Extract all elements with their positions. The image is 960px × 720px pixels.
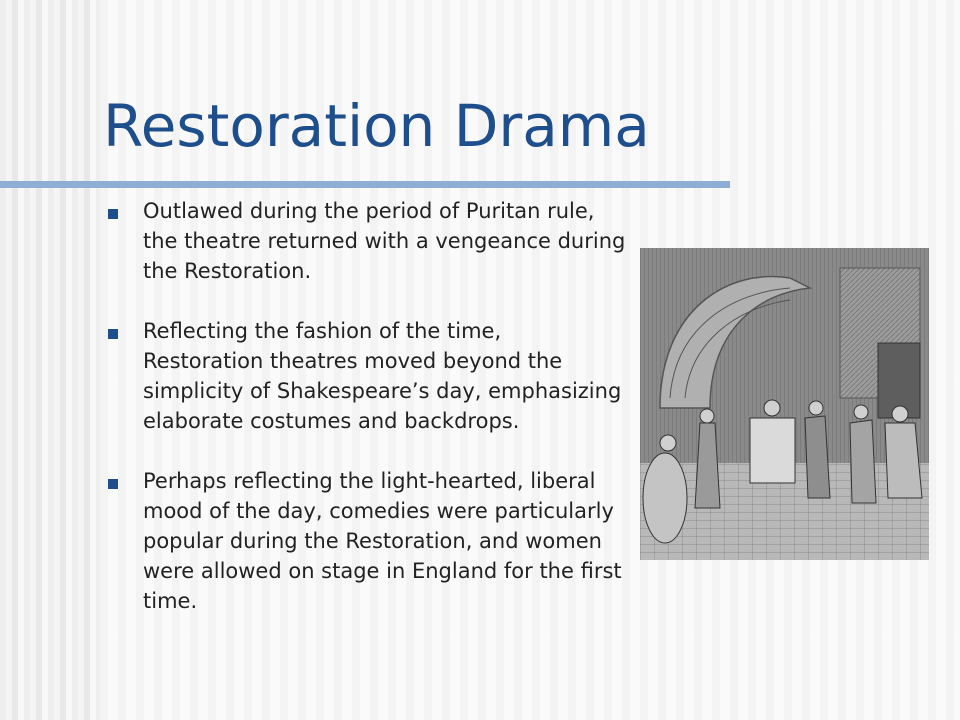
theatre-engraving-image: [640, 248, 929, 560]
bullet-item: [108, 316, 628, 436]
bullet-text: Perhaps reflecting the light-hearted, liberal mood of the day, comedies were particularly popular during the Restoration, and women were allowed on stage in England for the first time.: [143, 469, 622, 613]
title-underline-rule: [0, 181, 730, 188]
bullet-item: [108, 196, 628, 286]
bullet-square-icon: [108, 209, 118, 219]
bullet-square-icon: [108, 479, 118, 489]
bullet-text: Outlawed during the period of Puritan rule, the theatre returned with a vengeance during the Restoration.: [143, 199, 626, 283]
bullet-list: [108, 196, 628, 646]
slide-title: Restoration Drama: [103, 92, 650, 160]
background-stripes-left: [0, 0, 100, 720]
bullet-text: Reflecting the fashion of the time, Restoration theatres moved beyond the simplicity of Shakespeare’s day, emphasizing elaborate costumes and backdrops.: [143, 319, 622, 433]
engraving-illustration: [640, 248, 929, 560]
bullet-square-icon: [108, 329, 118, 339]
bullet-item: [108, 466, 628, 616]
